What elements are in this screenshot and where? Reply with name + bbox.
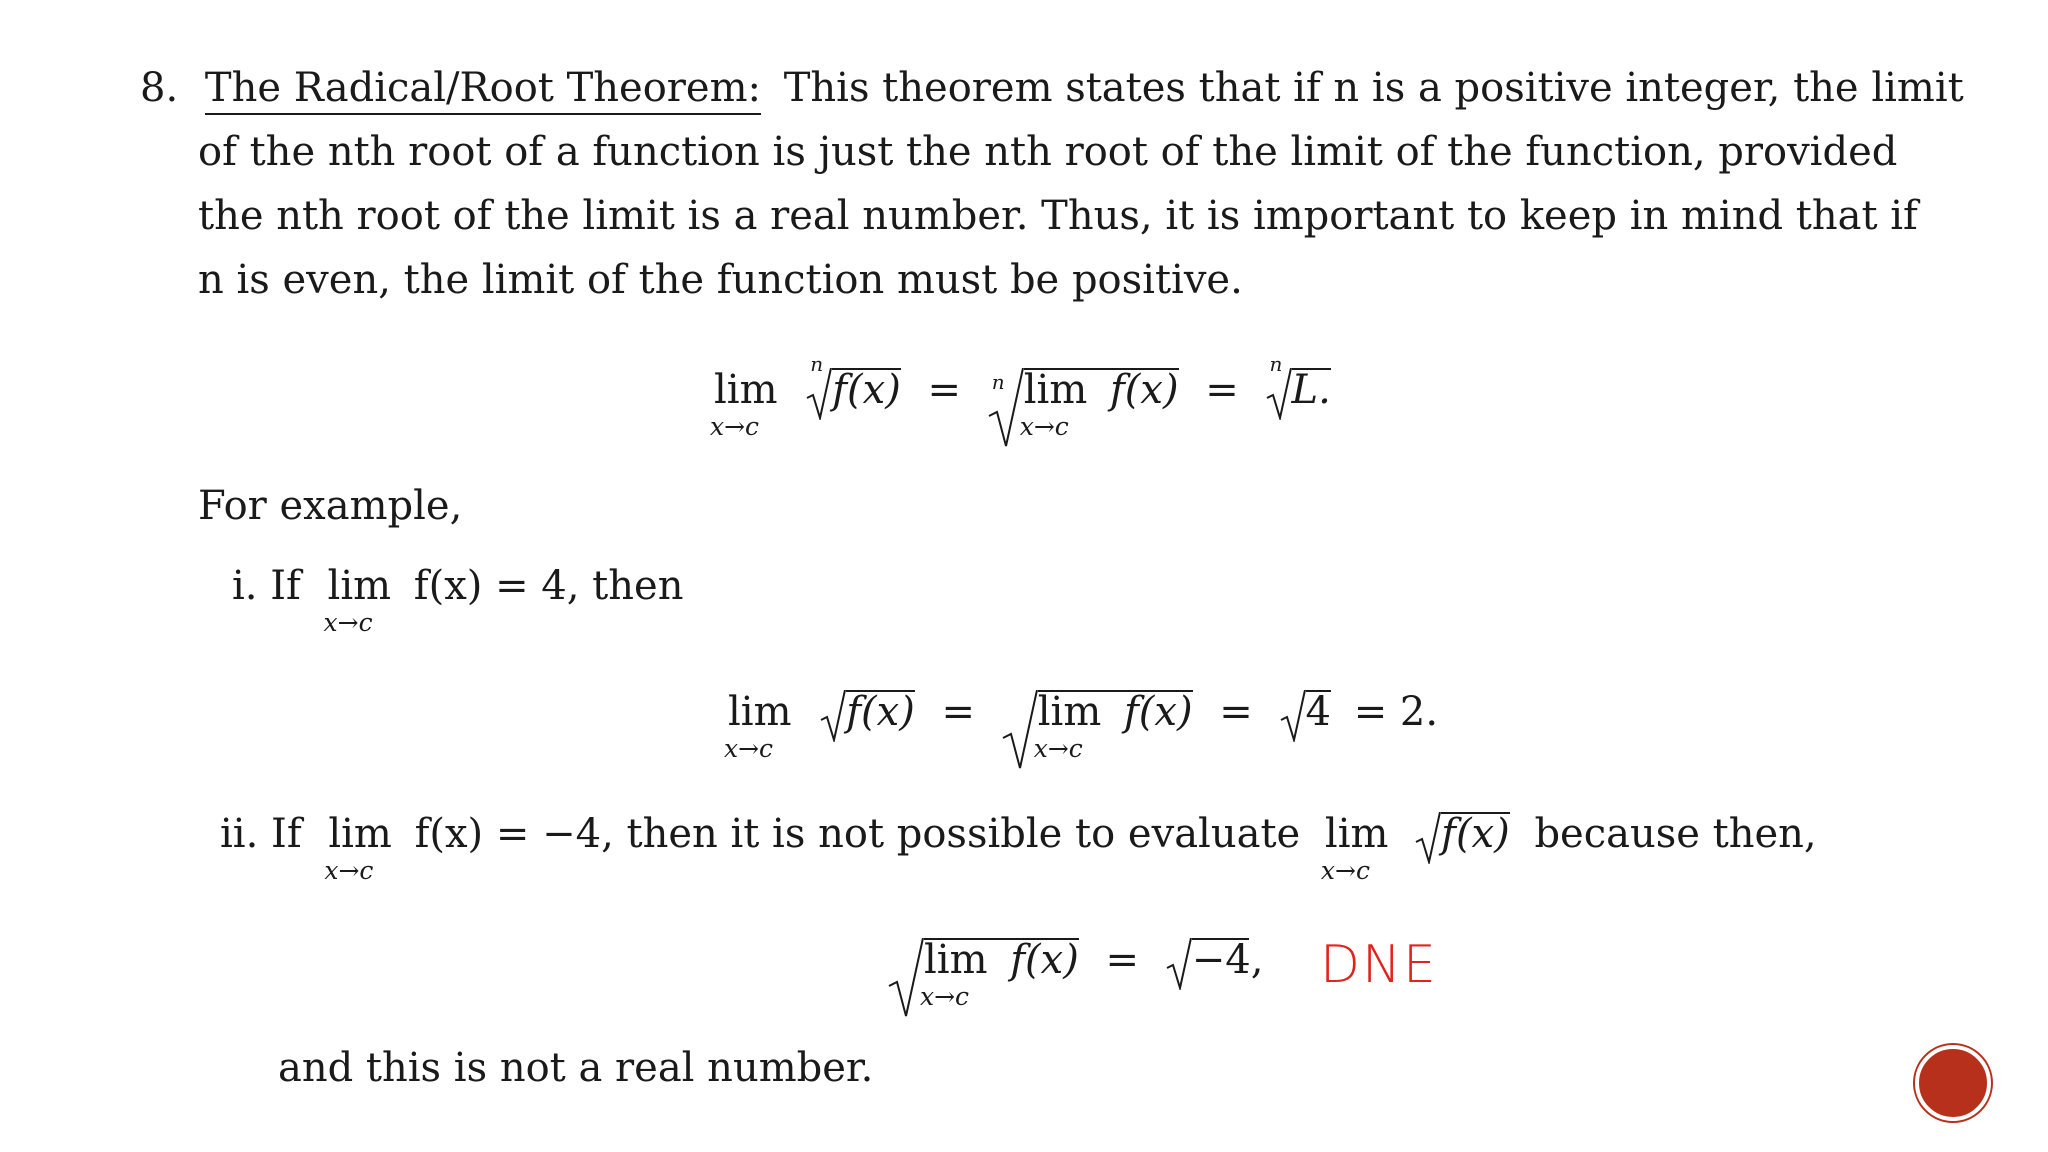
sqrt-mid: lim x→c f(x) [1002, 692, 1193, 732]
conclusion-text: and this is not a real number. [278, 1045, 874, 1091]
example-ii-formula: lim x→c f(x) = −4, [888, 940, 1263, 980]
sqrt-limit: lim x→c f(x) [888, 940, 1079, 980]
radical-icon [1280, 690, 1306, 742]
radical-icon [1166, 938, 1192, 990]
sqrt-lhs: f(x) [820, 692, 915, 732]
nth-root-mid: n lim x→c f(x) [988, 370, 1179, 410]
example-i-statement: i. If lim x→c f(x) = 4, then [232, 563, 684, 637]
example-i-formula: lim x→c f(x) = lim x→c f(x) = 4 = 2. [728, 692, 1438, 732]
handwritten-annotation: DNE [1320, 935, 1438, 995]
paragraph-line-2: of the nth root of a function is just the nth root of the limit of the function, provided [198, 129, 1898, 175]
radical-icon [1415, 812, 1441, 864]
paragraph-line-4: n is even, the limit of the function must be positive. [198, 257, 1243, 303]
radical-icon [888, 938, 924, 1018]
circle-button-icon[interactable] [1915, 1045, 1991, 1121]
nth-root-lhs: n f(x) [806, 370, 901, 410]
nth-root-rhs: n L. [1266, 370, 1331, 410]
sqrt-four: 4 [1280, 692, 1331, 732]
radical-icon [1002, 690, 1038, 770]
item-line-1 [140, 65, 1964, 111]
limit-operator: lim x→c [710, 367, 778, 441]
theorem-heading: The Radical/Root Theorem: [205, 65, 761, 115]
radical-icon [820, 690, 846, 742]
theorem-formula: lim x→c n f(x) = n lim x→c f(x) = n L. [714, 370, 1331, 410]
paragraph-line-3: the nth root of the limit is a real number. Thus, it is important to keep in mind that if [198, 193, 1918, 239]
for-example-label: For example, [198, 483, 463, 529]
sqrt-inline: f(x) [1415, 814, 1510, 854]
example-ii-statement: ii. If lim x→c f(x) = −4, then it is not possible to evaluate lim x→c f(x) because then, [220, 811, 1817, 885]
sqrt-negative-four: −4, [1166, 940, 1264, 980]
item-number: 8. [140, 65, 179, 111]
paragraph-line-1: This theorem states that if n is a positive integer, the limit [783, 65, 1964, 111]
